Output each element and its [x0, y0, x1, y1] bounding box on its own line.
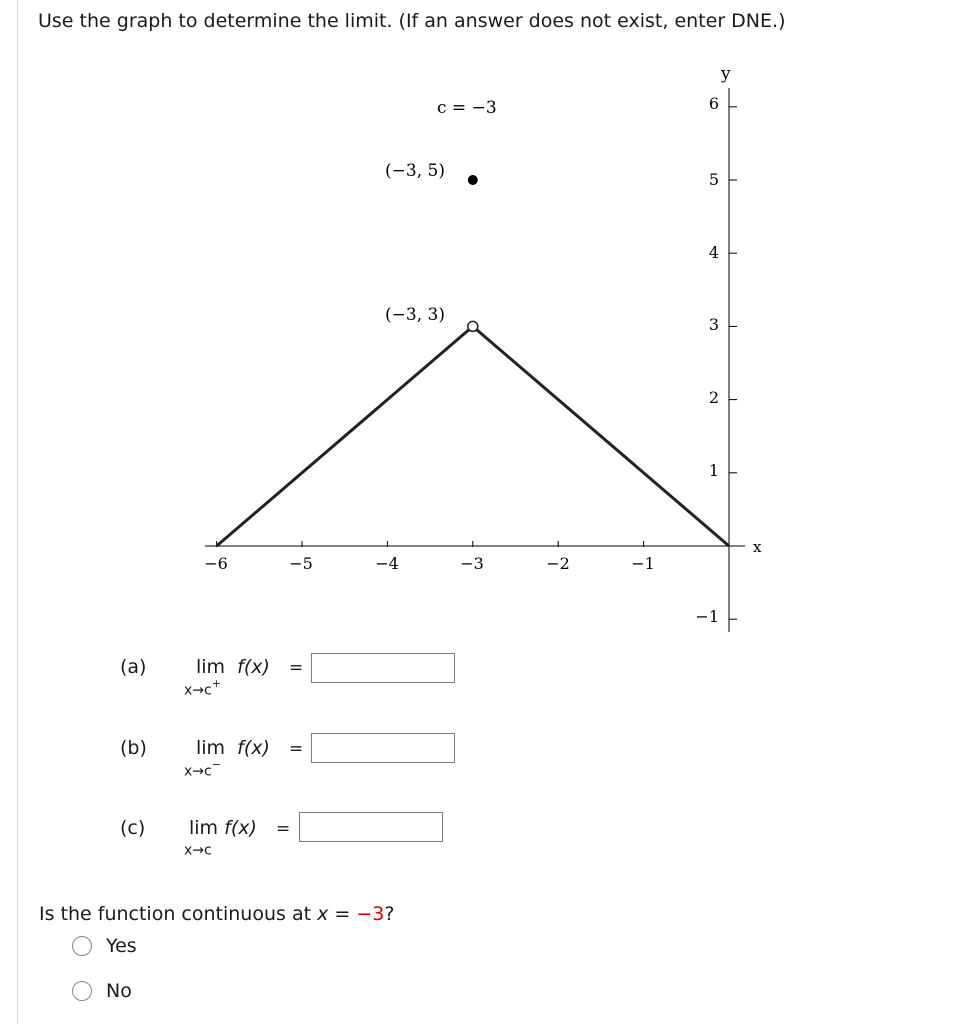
question-text: Is the function continuous at — [39, 903, 318, 925]
part-c-answer-input[interactable] — [299, 812, 443, 842]
radio-button-no[interactable] — [72, 981, 92, 1001]
x-tick-label: −2 — [546, 554, 570, 573]
continuity-question — [39, 903, 394, 925]
part-b-label: (b) — [120, 737, 147, 759]
lim-text: lim — [196, 737, 226, 759]
open-point-label: (−3, 3) — [385, 305, 445, 325]
function-curve — [217, 326, 729, 546]
y-tick-marks — [729, 107, 737, 619]
option-no[interactable] — [72, 979, 132, 1003]
part-a-equals: = — [289, 658, 304, 678]
x-tick-label: −6 — [204, 554, 228, 573]
part-c-lim — [189, 817, 257, 839]
part-b-lim — [196, 737, 270, 759]
y-tick-label: 4 — [708, 243, 719, 262]
question-var: x — [317, 903, 329, 925]
lim-text: lim — [189, 817, 219, 839]
x-tick-labels — [204, 554, 655, 573]
part-c-subscript — [184, 839, 212, 859]
part-a-answer-input[interactable] — [311, 653, 455, 683]
filled-point — [468, 175, 478, 185]
instructions: Use the graph to determine the limit. (If an answer does not exist, enter DNE.) — [38, 10, 786, 32]
filled-point-label: (−3, 5) — [385, 161, 445, 181]
part-a-label: (a) — [120, 656, 147, 678]
option-yes[interactable] — [72, 934, 137, 958]
x-tick-label: −5 — [289, 554, 313, 573]
part-c-label: (c) — [120, 817, 146, 839]
x-tick-label: −4 — [375, 554, 399, 573]
option-no-label: No — [106, 980, 132, 1002]
open-point — [468, 321, 478, 331]
x-tick-label: −3 — [460, 554, 484, 573]
y-tick-label: 6 — [708, 94, 719, 113]
approach-text: x→c — [184, 842, 212, 859]
lim-text: lim — [196, 656, 226, 678]
x-axis-label: x — [753, 538, 762, 556]
question-value: −3 — [356, 903, 385, 925]
question-end: ? — [384, 903, 395, 925]
part-b-equals: = — [289, 739, 304, 759]
question-eq: = — [328, 903, 357, 925]
c-label: c = −3 — [437, 98, 497, 118]
option-yes-label: Yes — [106, 935, 137, 957]
y-tick-label: 2 — [708, 388, 719, 407]
y-tick-label: 3 — [708, 315, 719, 334]
radio-button-yes[interactable] — [72, 936, 92, 956]
part-b-answer-input[interactable] — [311, 733, 455, 763]
part-a-lim — [196, 656, 270, 678]
part-b-subscript — [184, 760, 221, 780]
approach-text: x→c — [184, 682, 212, 699]
y-axis-label: y — [721, 64, 731, 84]
part-c-equals: = — [276, 819, 291, 839]
function-text: f(x) — [237, 737, 270, 759]
approach-sign: − — [211, 758, 221, 771]
function-text: f(x) — [224, 817, 257, 839]
approach-sign: + — [211, 677, 221, 690]
y-tick-label: 1 — [708, 461, 719, 480]
function-text: f(x) — [237, 656, 270, 678]
x-tick-label: −1 — [631, 554, 655, 573]
y-tick-label: −1 — [695, 607, 719, 626]
y-tick-label: 5 — [708, 170, 719, 189]
approach-text: x→c — [184, 763, 212, 780]
part-a-subscript — [184, 679, 221, 699]
